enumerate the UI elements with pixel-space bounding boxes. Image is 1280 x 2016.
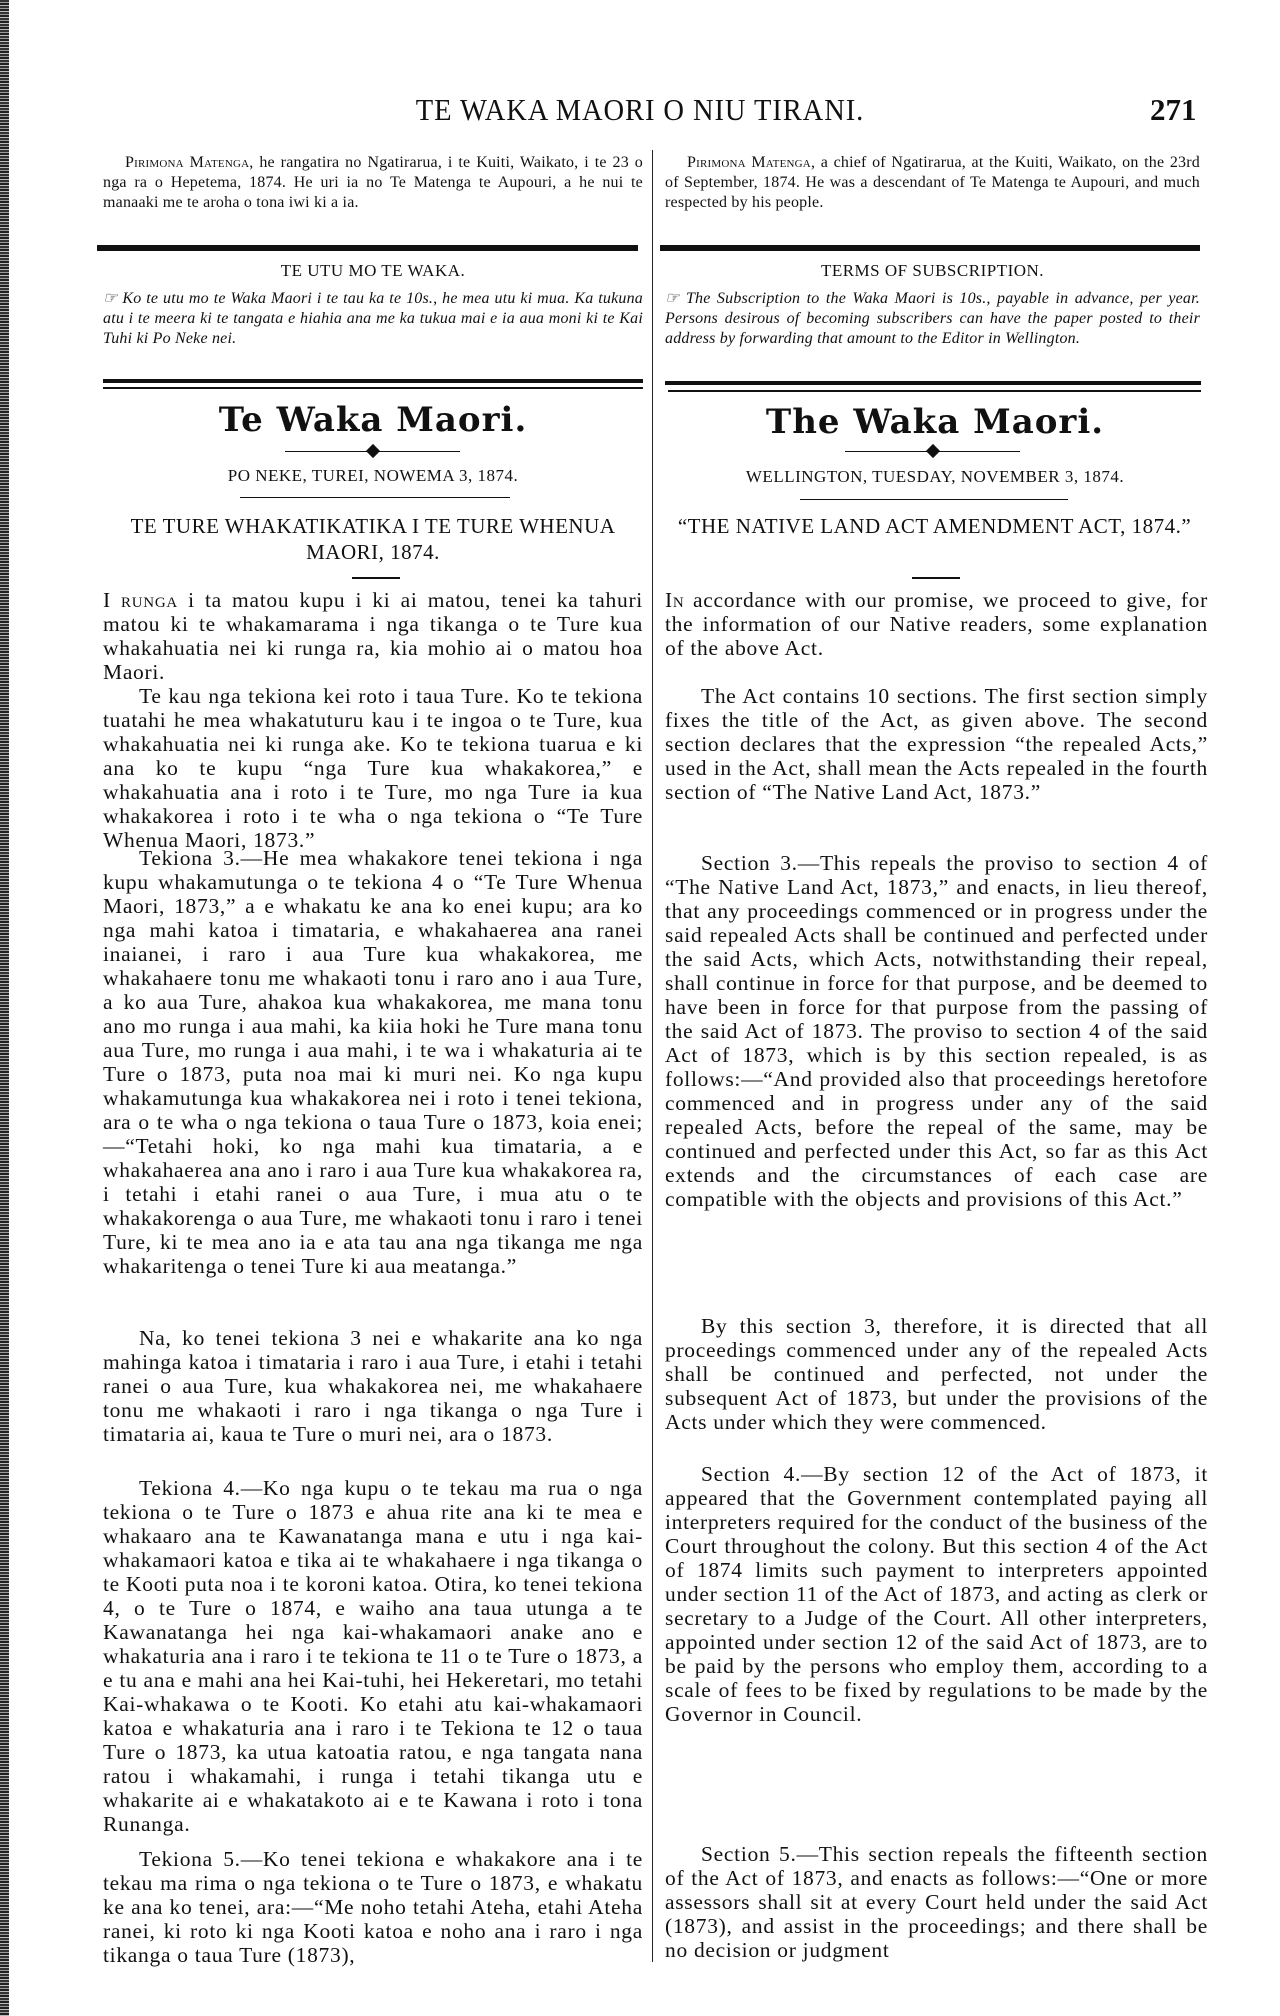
dateline-maori: PO NEKE, TUREI, NOWEMA 3, 1874. [227,466,519,485]
paragraph-text: Section 5.—This section repeals the fifteenth section of the Act of 1873, and enacts as follows:—“One or more assessors shall sit at every Court held under the said Act (1873), and assist in the proceedings; and there shall be no decision or judgment [665,1842,1208,1962]
subscription-body: Ko te utu mo te Waka Maori i te tau ka te 10s., he mea utu ki mua. Ka tukuna atu i te meera ki te tangata e hiahia ana me ka tukua mai e ia aua moni ki te Kai Tuhi ki Po Neke nei. [103,290,643,347]
obituary-name: Pirimona Matenga [687,154,811,171]
diamond-ornament-icon [926,444,940,458]
paragraph-text: Section 3.—This repeals the proviso to section 4 of “The Native Land Act, 1873,” and enacts, in lieu thereof, that any proceedings commenced or in progress under the said repealed Acts shall be continued and perfected under the said Acts, which Acts, notwithstanding their repeal, shall continue in force for that purpose, and be deemed to have been in force for that purpose from the passing of the said Act of 1873. The proviso to section 4 of the said Act of 1873, which is by this section repealed, is as follows:—“And provided also that proceedings heretofore commenced and in progress under any of the said repealed Acts, before the repeal of the same, may be continued and perfected under this Act, so far as this Act extends and the circumstances of each case are compatible with the objects and provisions of this Act.” [665,851,1208,1211]
article-maori-p2 [103,684,643,852]
paragraph-text: Tekiona 4.—Ko nga kupu o te tekau ma rua o nga tekiona o te Ture o 1873 e ahua rite ana ki te mea e whakaaro ana te Kawanatanga mana e utu i nga kai-whakamaori katoa e tika ai te whakahaere i nga tikanga o te Kooti puta noa i te koroni katoa. Otira, ko tenei tekiona 4, o te Ture o 1874, e waiho ana taua utunga a te Kawanatanga hei nga kai-whakamaori anake ano e whakaturia ana i raro i te tekiona te 11 o te Ture o 1873, a e tu ana e mahi ana hei Kai-tuhi, hei Hekeretari, mo tetahi Kai-whakawa o te Kooti. Ko etahi atu kai-whakamaori katoa e whakaturia ana i raro i te Tekiona te 12 o taua Ture o 1873, ka utua katoatia ratou, e nga tangata nana ratou i whakamahi, i runga i tetahi tikanga utu e whakarite ai e whakatakoto ai e te Kawana i roto i tona Runanga. [103,1476,643,1836]
article-maori-p4 [103,1326,643,1446]
paragraph-text: Na, ko tenei tekiona 3 nei e whakarite ana ko nga mahinga katoa i timataria i raro i aua Ture, i etahi i tetahi ranei o aua Ture, kua whakakorea nei, me whakahaere tonu me whakaoti i raro i nga tikanga o nga Ture i timataria ai, kaua te Ture o muri nei, ara o 1873. [103,1326,643,1446]
paragraph-text: The Act contains 10 sections. The first section simply fixes the title of the Act, as given above. The second section declares that the expression “the repealed Acts,” used in the Act, shall mean the Acts repealed in the fourth section of “The Native Land Act, 1873.” [665,684,1208,804]
article-english-p6 [665,1842,1208,1962]
article-english-p3 [665,851,1208,1211]
newspaper-title: TE WAKA MAORI O NIU TIRANI. [415,92,865,127]
drop-lead: In [665,588,685,612]
pointing-hand-icon: ☞ [103,290,123,307]
obituary-maori [103,153,643,213]
headline-maori: TE TURE WHAKATIKATIKA I TE TURE WHENUA MAORI, 1874. [130,514,616,564]
double-rule [668,390,1201,392]
obituary-english [665,153,1200,213]
short-rule [800,499,1068,500]
pointing-hand-icon: ☞ [665,290,686,307]
paragraph-text: Te kau nga tekiona kei roto i taua Ture. Ko te tekiona tuatahi he mea whakatuturu kau i te ingoa o te Ture, kua whakahuatia nei ki runga ake. Ko te tekiona tuarua e ki ana ko te kupu “nga Ture kua whakakorea,” e whakahuatia ana i roto i te Ture, mo nga Ture ia kua whakakorea i roto i te wha o nga tekiona o “Te Ture Whenua Maori, 1873.” [103,684,643,852]
double-rule [103,379,643,383]
drop-lead: I runga [103,588,178,612]
article-english-p4 [665,1314,1208,1434]
masthead-maori: Te Waka Maori. [218,400,528,440]
paragraph-text: By this section 3, therefore, it is directed that all proceedings commenced under any of the repealed Acts shall be continued and perfected, not under the subsequent Act of 1873, but under the provisions of the Acts under which they were commenced. [665,1314,1208,1434]
short-rule [912,577,960,579]
diamond-ornament-icon [366,444,380,458]
dateline-english: WELLINGTON, TUESDAY, NOVEMBER 3, 1874. [745,467,1125,486]
headline-english: “THE NATIVE LAND ACT AMENDMENT ACT, 1874.” [677,514,1192,538]
paragraph-text: Section 4.—By section 12 of the Act of 1873, it appeared that the Government contemplated paying all interpreters required for the conduct of the business of the Court throughout the colony. But this section 4 of the Act of 1874 limits such payment to interpreters appointed under section 11 of the Act of 1873, and acting as clerk or secretary to a Judge of the Court. All other interpreters, appointed under section 12 of the said Act of 1873, are to be paid by the persons who employ them, according to a scale of fees to be fixed by regulations to be made by the Governor in Council. [665,1462,1208,1726]
paragraph-text: i ta matou kupu i ki ai matou, tenei ka tahuri matou ki te whakamarama i nga tikanga o te Ture kua whakahuatia nei ki runga ra, kia mohio ai o matou hoa Maori. [103,588,643,684]
short-rule [240,497,510,498]
article-maori-p1 [103,588,643,684]
paragraph-text: Tekiona 5.—Ko tenei tekiona e whakakore ana i te tekau ma rima o nga tekiona o te Ture o 1873, e whakatu ke ana ko tenei, ara:—“Me noho tetahi Ateha, etahi Ateha ranei, ki roto ki nga Kooti katoa e noho ana i raro i nga tikanga o taua Ture (1873), [103,1847,643,1967]
double-rule [103,387,643,389]
subscription-heading-maori: TE UTU MO TE WAKA. [280,261,466,280]
subscription-text-english [665,289,1200,349]
article-english-p2 [665,684,1208,804]
obituary-name: Pirimona Matenga [125,154,250,171]
paragraph-text: accordance with our promise, we proceed to give, for the information of our Native readers, some explanation of the above Act. [665,588,1208,660]
subscription-heading-english: TERMS OF SUBSCRIPTION. [820,261,1045,280]
paragraph-text: Tekiona 3.—He mea whakakore tenei tekiona i nga kupu whakamutunga o te tekiona 4 o “Te Ture Whenua Maori, 1873,” a e whakatu ke ana ko enei kupu; ara ko nga mahi katoa i timataria, e whakahaerea ana ranei inaianei, i raro i aua Ture kua whakakorea, me whakahaere tonu me whakaoti tonu i raro ano i aua Ture, a ko aua Ture, ahakoa kua whakakorea, me mana tonu ano mo runga i aua mahi, ka kiia hoki he Ture mana tonu aua Ture, mo runga i aua mahi, i te wa i whakaturia ai te Ture o 1873, puta noa mai ki muri nei. Ko nga kupu whakamutunga kua whakakorea nei i roto i tenei tekiona, ara o te wha o nga tekiona o taua Ture o 1873, koia enei;—“Tetahi hoki, ko nga mahi kua timataria, a e whakahaerea ana ano i raro i aua Ture kua whakakorea ra, i tetahi i etahi ranei o aua Ture, i mua atu o te whakakorenga o aua Ture, me whakaoti tonu i raro i tenei Ture, ki te mea ano ia e ata tau ana nga tikanga me nga whakaritenga o tenei Ture ki aua meatanga.” [103,846,643,1278]
article-english-p5 [665,1462,1208,1726]
article-english-p1 [665,588,1208,660]
obituary-text: , he rangatira no Ngatirarua, i te Kuiti, Waikato, i te 23 o nga ra o Hepetema, 1874. He uri ia no Te Matenga te Aupouri, a he nui te manaaki me te aroha o tona iwi ki a ia. [103,154,643,211]
article-maori-p5 [103,1476,643,1836]
page-number: 271 [1150,92,1197,127]
scanned-page-edge [0,0,9,2016]
obituary-text: , a chief of Ngatirarua, at the Kuiti, Waikato, on the 23rd of September, 1874. He was a descendant of Te Matenga te Aupouri, and much respected by his people. [665,154,1200,211]
column-divider [652,150,653,1962]
subscription-text-maori [103,289,643,349]
section-rule [660,245,1200,251]
short-rule [352,577,400,579]
masthead-english: The Waka Maori. [765,402,1105,442]
section-rule [97,245,638,251]
article-maori-p3 [103,846,643,1278]
double-rule [665,381,1201,385]
subscription-body: The Subscription to the Waka Maori is 10s., payable in advance, per year. Persons desirous of becoming subscribers can have the paper posted to their address by forwarding that amount to the Editor in Wellington. [665,290,1200,347]
article-maori-p6 [103,1847,643,1967]
